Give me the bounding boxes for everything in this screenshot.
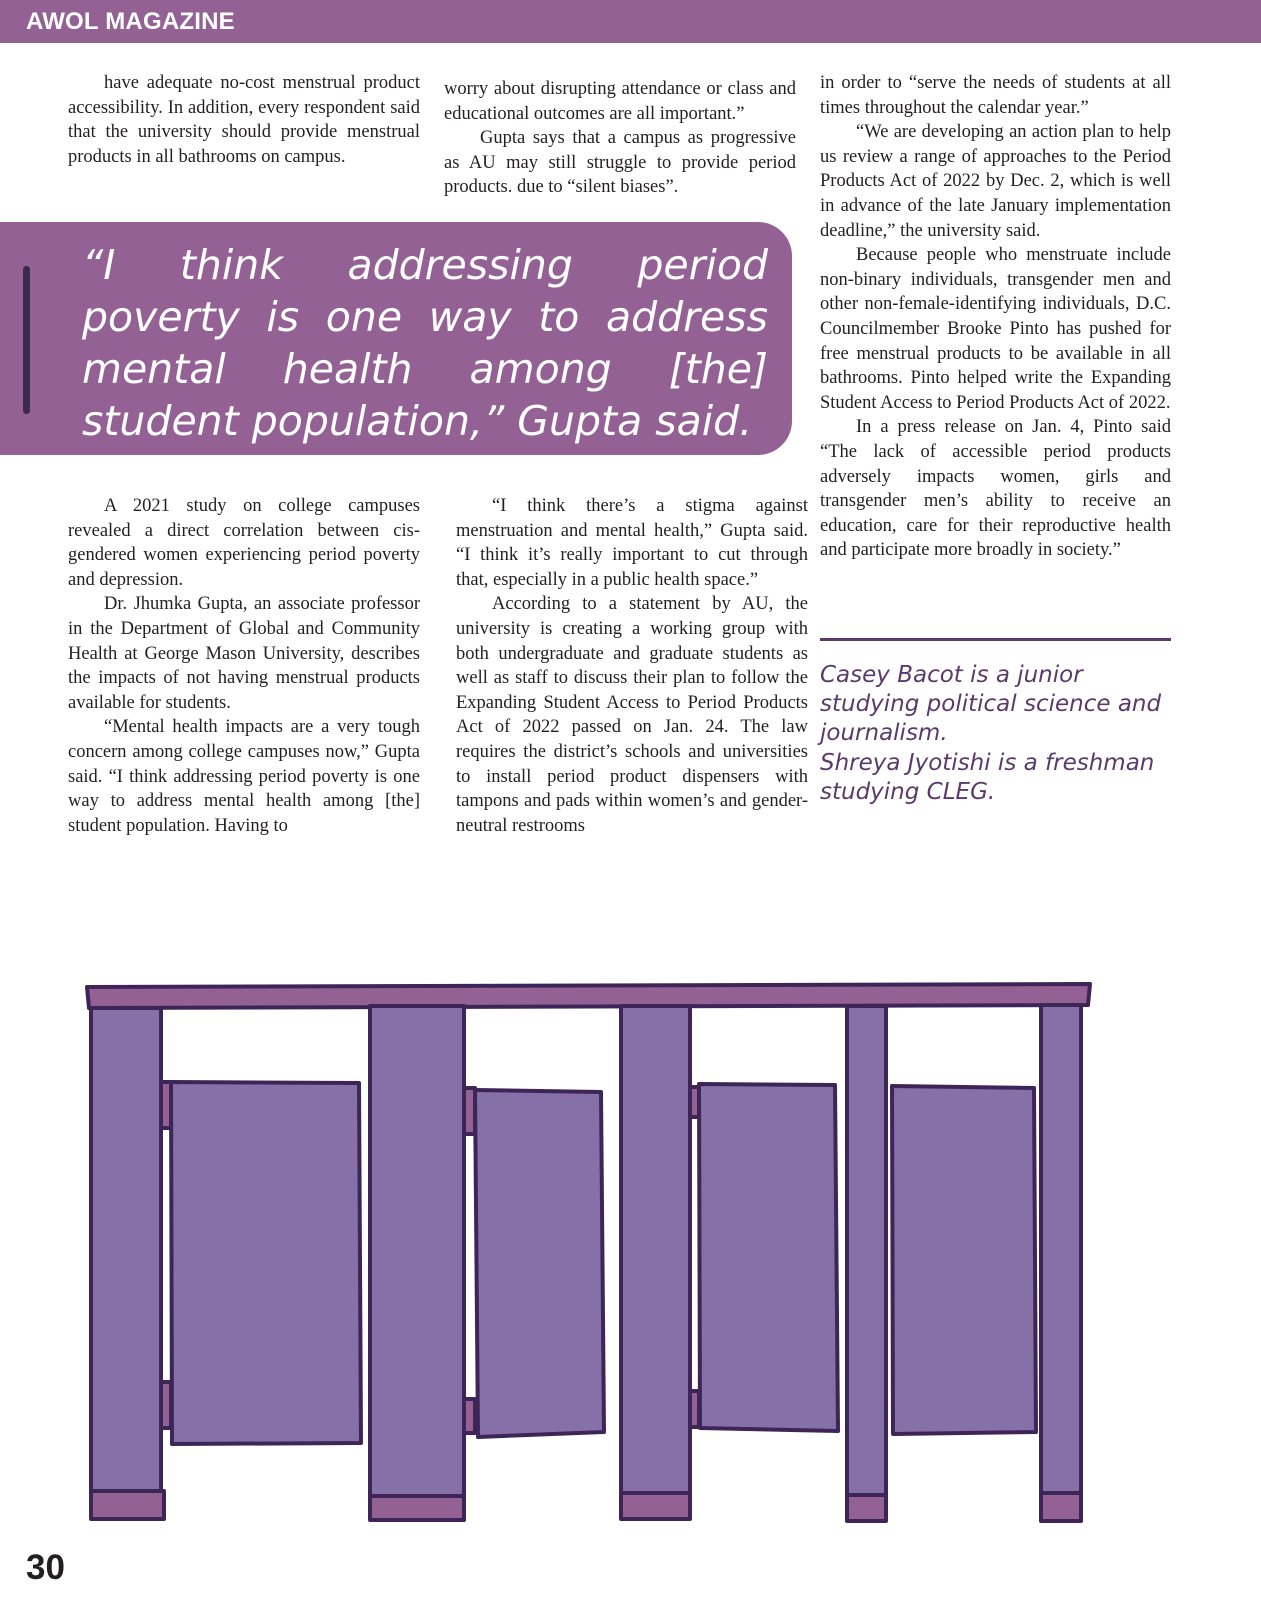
pilaster-shoe xyxy=(1041,1493,1081,1521)
paragraph: in order to “serve the needs of students at all times throughout the calendar year.” xyxy=(820,73,1171,118)
paragraph: have adequate no-cost menstrual product accessibility. In addition, every respondent said that the university should provide menstrual products in all bathrooms on campus. xyxy=(68,73,420,167)
stall-pilaster xyxy=(91,1008,161,1491)
pilaster-shoe xyxy=(370,1496,464,1520)
paragraph: According to a statement by AU, the university is creating a working group with both undergraduate and graduate students as well as staff to discuss their plan to follow the Expanding Student Access to Period Products Act of 2022 passed on Jan. 24. The law requires the district’s schools and universities to install period product dispensers with tampons and pads within women’s and gender-neutral restrooms xyxy=(456,594,808,836)
paragraph: A 2021 study on college campuses revealed a direct correlation between cis-gendered women experiencing period poverty and depression. xyxy=(68,496,420,590)
pilaster-shoe xyxy=(847,1495,886,1521)
paragraph: “We are developing an action plan to help us review a range of approaches to the Period Products Act of 2022 by Dec. 2, which is well in advance of the late January implementation deadline,” the university said. xyxy=(820,122,1171,241)
page-number: 30 xyxy=(26,1548,65,1587)
stall-door xyxy=(892,1086,1036,1434)
paragraph: worry about disrupting attendance or class and educational outcomes are all important.” xyxy=(444,79,796,124)
paragraph: Dr. Jhumka Gupta, an associate professor in the Department of Global and Community Health at George Mason University, describes the impacts of not having menstrual products available for students. xyxy=(68,594,420,713)
pull-quote-text: “I think addressing period poverty is one way to address mental health among [the] student population,” Gupta said. xyxy=(82,241,768,445)
paragraph: “I think there’s a stigma against menstruation and mental health,” Gupta said. “I think it’s really important to cut through that, especially in a public health space.” xyxy=(456,496,808,590)
magazine-header xyxy=(0,0,1261,43)
article-column-right xyxy=(820,71,1171,563)
stall-door xyxy=(699,1084,838,1431)
article-column-bottom-2 xyxy=(456,494,808,838)
stall-pilaster xyxy=(370,1006,464,1496)
paragraph: “Mental health impacts are a very tough concern among college campuses now,” Gupta said. “I think addressing period poverty is one way to address mental health among [the] student population. Having to xyxy=(68,717,420,836)
quote-bar xyxy=(23,266,30,414)
paragraph: Gupta says that a campus as progressive as AU may still struggle to provide period products. due to “silent biases”. xyxy=(444,128,796,198)
stall-pilaster xyxy=(1041,1005,1081,1493)
article-column-top-2 xyxy=(444,77,796,200)
stall-top-rail xyxy=(87,984,1090,1008)
stall-door xyxy=(171,1082,361,1444)
pilaster-shoe xyxy=(91,1491,164,1519)
stall-door xyxy=(475,1090,604,1437)
article-column-top-1 xyxy=(68,71,420,169)
pull-quote-box xyxy=(0,222,792,455)
stall-pilaster xyxy=(621,1006,690,1493)
bio-divider xyxy=(820,638,1171,641)
author-bio: Shreya Jyotishi is a freshman studying CLEG. xyxy=(820,750,1155,805)
article-column-bottom-1 xyxy=(68,494,420,838)
paragraph: In a press release on Jan. 4, Pinto said “The lack of accessible period products adversely impacts women, girls and transgender men’s ability to receive an education, care for their reproductive health and participate more broadly in society.” xyxy=(820,417,1171,561)
magazine-title: AWOL MAGAZINE xyxy=(26,8,235,35)
author-bio: Casey Bacot is a junior studying political science and journalism. xyxy=(820,662,1162,746)
paragraph: Because people who menstruate include non-binary individuals, transgender men and other non-female-identifying individuals, D.C. Councilmember Brooke Pinto has pushed for free menstrual products to be available in all bathrooms. Pinto helped write the Expanding Student Access to Period Products Act of 2022. xyxy=(820,245,1171,413)
bathroom-stalls-illustration xyxy=(0,965,1261,1525)
stall-pilaster xyxy=(847,1006,886,1495)
pilaster-shoe xyxy=(621,1493,690,1519)
